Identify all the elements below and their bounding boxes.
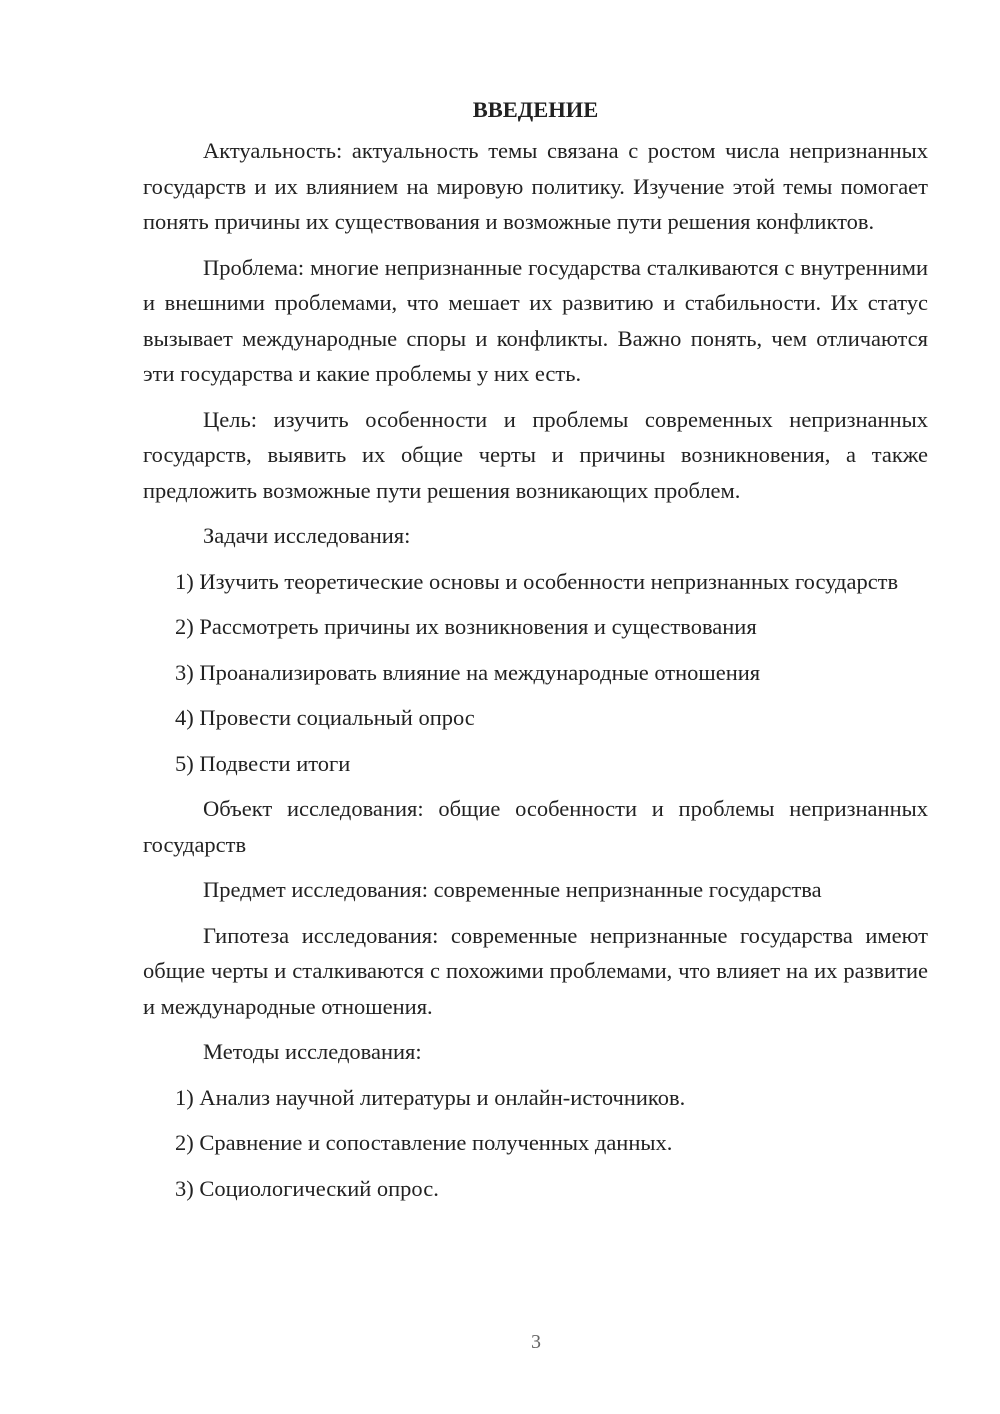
method-item: 1) Анализ научной литературы и онлайн-источников.	[175, 1084, 686, 1110]
relevance-paragraph: Актуальность: актуальность темы связана с ростом числа непризнанных государств и их влиянием на мировую политику. Изучение этой темы помогает понять причины их существования и возможные пути решения конфликтов.	[143, 138, 928, 234]
task-item: 3) Проанализировать влияние на международные отношения	[175, 659, 761, 685]
object-paragraph: Объект исследования: общие особенности и проблемы непризнанных государств	[143, 796, 928, 857]
task-item: 4) Провести социальный опрос	[175, 705, 475, 730]
problem-paragraph: Проблема: многие непризнанные государства сталкиваются с внутренними и внешними проблемами, что мешает их развитию и стабильности. Их статус вызывает международные споры и конфликты. Важно понять, чем отличаются эти государства и какие проблемы у них есть.	[143, 254, 928, 386]
tasks-heading: Задачи исследования:	[203, 523, 411, 548]
page-content	[143, 92, 928, 1216]
task-item: 2) Рассмотреть причины их возникновения и существования	[175, 614, 757, 639]
page-number: 3	[531, 1331, 541, 1353]
method-item: 3) Социологический опрос.	[175, 1175, 439, 1201]
goal-paragraph: Цель: изучить особенности и проблемы современных непризнанных государств, выявить их общие черты и причины возникновения, а также предложить возможные пути решения возникающих проблем.	[143, 406, 928, 503]
subject-paragraph: Предмет исследования: современные непризнанные государства	[203, 877, 822, 902]
methods-heading: Методы исследования:	[203, 1039, 422, 1064]
task-item: 1) Изучить теоретические основы и особенности непризнанных государств	[175, 568, 899, 594]
section-title: ВВЕДЕНИЕ	[472, 97, 599, 122]
task-item: 5) Подвести итоги	[175, 750, 351, 776]
hypothesis-paragraph: Гипотеза исследования: современные непризнанные государства имеют общие черты и сталкиваются с похожими проблемами, что влияет на их развитие и международные отношения.	[143, 922, 928, 1019]
method-item: 2) Сравнение и сопоставление полученных данных.	[175, 1130, 673, 1155]
